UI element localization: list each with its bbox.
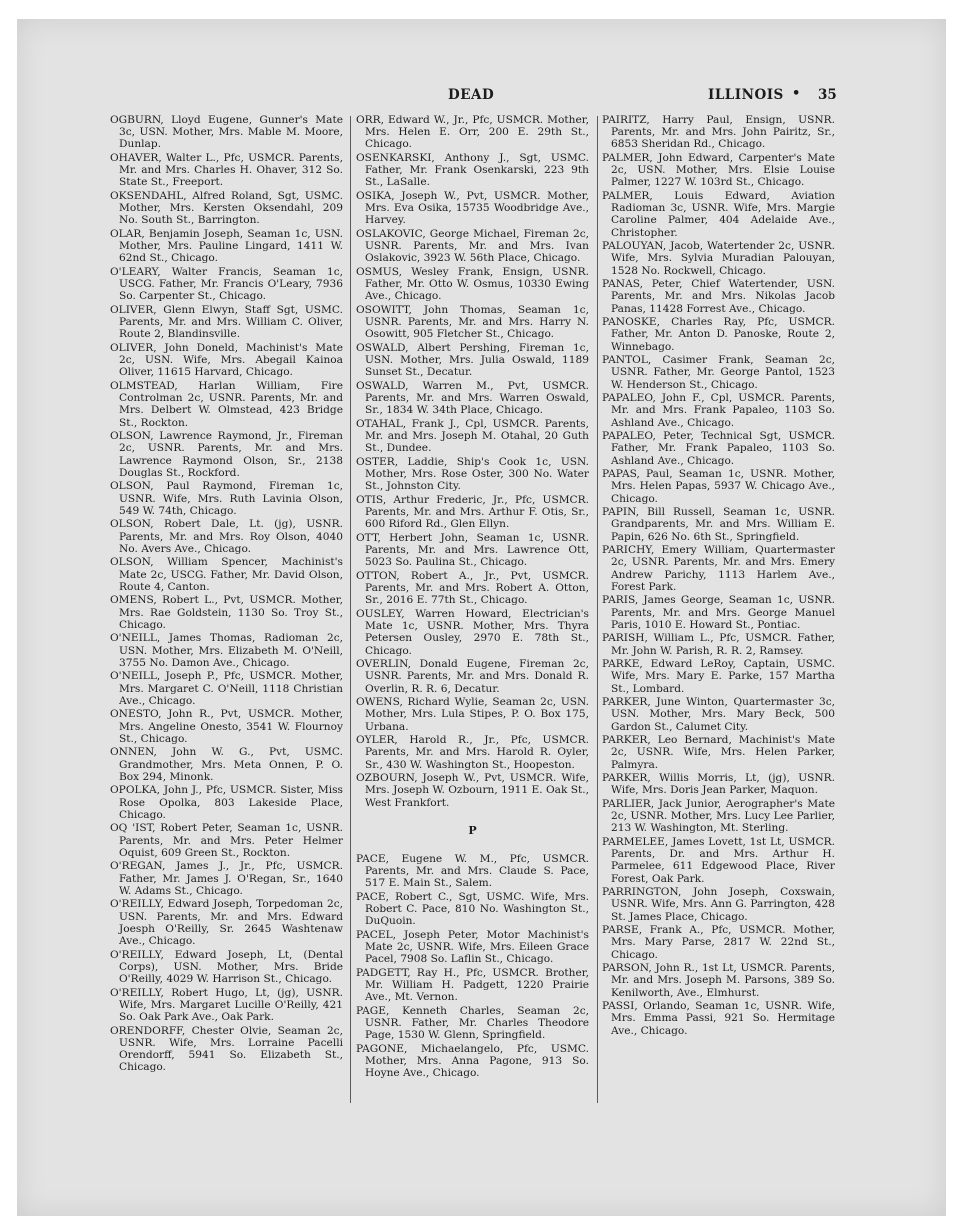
casualty-entry: OMENS, Robert L., Pvt, USMCR. Mother, Mrs. Rae Goldstein, 1130 So. Troy St., Chicago. xyxy=(110,594,343,631)
casualty-entry: OTAHAL, Frank J., Cpl, USMCR. Parents, Mr. and Mrs. Joseph M. Otahal, 20 Guth St., Dundee. xyxy=(356,418,589,455)
casualty-entry: PALOUYAN, Jacob, Watertender 2c, USNR. Wife, Mrs. Sylvia Muradian Palouyan, 1528 No. Rockwell, Chicago. xyxy=(602,240,835,277)
casualty-entry: PACE, Robert C., Sgt, USMC. Wife, Mrs. Robert C. Pace, 810 No. Washington St., DuQuoin. xyxy=(356,891,589,928)
casualty-entry: PANTOL, Casimer Frank, Seaman 2c, USNR. Father, Mr. George Pantol, 1523 W. Henderson St., Chicago. xyxy=(602,354,835,391)
casualty-entry: OGBURN, Lloyd Eugene, Gunner's Mate 3c, USN. Mother, Mrs. Mable M. Moore, Dunlap. xyxy=(110,114,343,151)
casualty-entry: OQ 'IST, Robert Peter, Seaman 1c, USNR. Parents, Mr. and Mrs. Peter Helmer Oquist, 609 Green St., Rockton. xyxy=(110,822,343,859)
casualty-entry: PASSI, Orlando, Seaman 1c, USNR. Wife, Mrs. Emma Passi, 921 So. Hermitage Ave., Chicago. xyxy=(602,1000,835,1037)
column-divider xyxy=(597,116,598,1103)
casualty-entry: O'REILLY, Edward Joseph, Torpedoman 2c, USN. Parents, Mr. and Mrs. Edward Joesph O'Reilly, Sr. 2645 Washtenaw Ave., Chicago. xyxy=(110,898,343,948)
casualty-entry: OLAR, Benjamin Joseph, Seaman 1c, USN. Mother, Mrs. Pauline Lingard, 1411 W. 62nd St., Chicago. xyxy=(110,228,343,265)
casualty-entry: OVERLIN, Donald Eugene, Fireman 2c, USNR. Parents, Mr. and Mrs. Donald R. Overlin, R. R. 6, Decatur. xyxy=(356,658,589,695)
casualty-entry: PAPAS, Paul, Seaman 1c, USNR. Mother, Mrs. Helen Papas, 5937 W. Chicago Ave., Chicago. xyxy=(602,468,835,505)
casualty-entry: OSMUS, Wesley Frank, Ensign, USNR. Father, Mr. Otto W. Osmus, 10330 Ewing Ave., Chicago. xyxy=(356,266,589,303)
column-2 xyxy=(356,114,589,1081)
casualty-entry: ORENDORFF, Chester Olvie, Seaman 2c, USNR. Wife, Mrs. Lorraine Pacelli Orendorff, 5941 So. Elizabeth St., Chicago. xyxy=(110,1024,343,1074)
casualty-entry: PANOSKE, Charles Ray, Pfc, USMCR. Father, Mr. Anton D. Panoske, Route 2, Winnebago. xyxy=(602,316,835,353)
casualty-entry: O'REGAN, James J., Jr., Pfc, USMCR. Father, Mr. James J. O'Regan, Sr., 1640 W. Adams St., Chicago. xyxy=(110,860,343,897)
casualty-entry: PAPALEO, John F., Cpl, USMCR. Parents, Mr. and Mrs. Frank Papaleo, 1103 So. Ashland Ave., Chicago. xyxy=(602,392,835,429)
casualty-entry: PARLIER, Jack Junior, Aerographer's Mate 2c, USNR. Mother, Mrs. Lucy Lee Parlier, 213 W. Washington, Mt. Sterling. xyxy=(602,798,835,835)
header-separator: • xyxy=(792,86,801,101)
casualty-entry: OLMSTEAD, Harlan William, Fire Controlman 2c, USNR. Parents, Mr. and Mrs. Delbert W. Olmstead, 423 Bridge St., Rockton. xyxy=(110,380,343,429)
document-page xyxy=(17,19,946,1216)
casualty-entry: PAGONE, Michaelangelo, Pfc, USMC. Mother, Mrs. Anna Pagone, 913 So. Hoyne Ave., Chicago. xyxy=(356,1043,589,1080)
casualty-entry: PARISH, William L., Pfc, USMCR. Father, Mr. John W. Parish, R. R. 2, Ramsey. xyxy=(602,632,835,657)
casualty-entry: OSLAKOVIC, George Michael, Fireman 2c, USNR. Parents, Mr. and Mrs. Ivan Oslakovic, 3923 W. 56th Place, Chicago. xyxy=(356,228,589,265)
casualty-entry: OSOWITT, John Thomas, Seaman 1c, USNR. Parents, Mr. and Mrs. Harry N. Osowitt, 905 Fletcher St., Chicago. xyxy=(356,304,589,341)
casualty-entry: PACEL, Joseph Peter, Motor Machinist's Mate 2c, USNR. Wife, Mrs. Eileen Grace Pacel, 7908 So. Laflin St., Chicago. xyxy=(356,929,589,966)
casualty-entry: OLSON, Robert Dale, Lt. (jg), USNR. Parents, Mr. and Mrs. Roy Olson, 4040 No. Avers Ave., Chicago. xyxy=(110,518,343,555)
casualty-entry: OKSENDAHL, Alfred Roland, Sgt, USMC. Mother, Mrs. Kersten Oksendahl, 209 No. South St., Barrington. xyxy=(110,190,343,227)
casualty-entry: PANAS, Peter, Chief Watertender, USN. Parents, Mr. and Mrs. Nikolas Jacob Panas, 11428 Forrest Ave., Chicago. xyxy=(602,278,835,315)
casualty-entry: OLIVER, Glenn Elwyn, Staff Sgt, USMC. Parents, Mr. and Mrs. William C. Oliver, Route 2, Blandinsville. xyxy=(110,304,343,341)
casualty-entry: OTIS, Arthur Frederic, Jr., Pfc, USMCR. Parents, Mr. and Mrs. Arthur F. Otis, Sr., 600 Riford Rd., Glen Ellyn. xyxy=(356,494,589,531)
casualty-entry: OWENS, Richard Wylie, Seaman 2c, USN. Mother, Mrs. Lula Stipes, P. O. Box 175, Urbana. xyxy=(356,696,589,733)
casualty-entry: OHAVER, Walter L., Pfc, USMCR. Parents, Mr. and Mrs. Charles H. Ohaver, 312 So. State St., Freeport. xyxy=(110,152,343,189)
header-title: DEAD xyxy=(448,87,495,103)
casualty-entry: PARKE, Edward LeRoy, Captain, USMC. Wife, Mrs. Mary E. Parke, 157 Martha St., Lombard. xyxy=(602,658,835,695)
section-letter: P xyxy=(468,823,477,837)
casualty-entry: OLSON, Lawrence Raymond, Jr., Fireman 2c, USNR. Parents, Mr. and Mrs. Lawrence Raymond Olson, Sr., 2138 Douglas St., Rockford. xyxy=(110,430,343,479)
casualty-entry: O'NEILL, James Thomas, Radioman 2c, USN. Mother, Mrs. Elizabeth M. O'Neill, 3755 No. Damon Ave., Chicago. xyxy=(110,632,343,669)
casualty-entry: PAIRITZ, Harry Paul, Ensign, USNR. Parents, Mr. and Mrs. John Pairitz, Sr., 6853 Sheridan Rd., Chicago. xyxy=(602,114,835,151)
casualty-entry: PARICHY, Emery William, Quartermaster 2c, USNR. Parents, Mr. and Mrs. Emery Andrew Parichy, 1113 Harlem Ave., Forest Park. xyxy=(602,544,835,593)
casualty-entry: OSIKA, Joseph W., Pvt, USMCR. Mother, Mrs. Eva Osika, 15735 Woodbridge Ave., Harvey. xyxy=(356,190,589,227)
page-header xyxy=(17,87,946,107)
casualty-entry: OLSON, William Spencer, Machinist's Mate 2c, USCG. Father, Mr. David Olson, Route 4, Canton. xyxy=(110,556,343,593)
casualty-entry: ONESTO, John R., Pvt, USMCR. Mother, Mrs. Angeline Onesto, 3541 W. Flournoy St., Chicago. xyxy=(110,708,343,745)
casualty-entry: PARSON, John R., 1st Lt, USMCR. Parents, Mr. and Mrs. Joseph M. Parsons, 389 So. Kenilworth, Ave., Elmhurst. xyxy=(602,962,835,999)
casualty-entry: O'REILLY, Robert Hugo, Lt, (jg), USNR. Wife, Mrs. Margaret Lucille O'Reilly, 421 So. Oak Park Ave., Oak Park. xyxy=(110,986,343,1024)
casualty-entry: O'NEILL, Joseph P., Pfc, USMCR. Mother, Mrs. Margaret C. O'Neill, 1118 Christian Ave., Chicago. xyxy=(110,670,343,707)
casualty-entry: OSWALD, Albert Pershing, Fireman 1c, USN. Mother, Mrs. Julia Oswald, 1189 Sunset St., Decatur. xyxy=(356,342,589,379)
casualty-entry: PARKER, June Winton, Quartermaster 3c, USN. Mother, Mrs. Mary Beck, 500 Gardon St., Calumet City. xyxy=(602,696,835,733)
casualty-entry: PARMELEE, James Lovett, 1st Lt, USMCR. Parents, Dr. and Mrs. Arthur H. Parmelee, 611 Edgewood Place, River Forest, Oak Park. xyxy=(602,836,835,885)
casualty-entry: PAPIN, Bill Russell, Seaman 1c, USNR. Grandparents, Mr. and Mrs. William E. Papin, 626 No. 6th St., Springfield. xyxy=(602,506,835,543)
casualty-entry: PADGETT, Ray H., Pfc, USMCR. Brother, Mr. William H. Padgett, 1220 Prairie Ave., Mt. Vernon. xyxy=(356,967,589,1004)
casualty-entry: PARSE, Frank A., Pfc, USMCR. Mother, Mrs. Mary Parse, 2817 W. 22nd St., Chicago. xyxy=(602,924,835,961)
casualty-entry: PACE, Eugene W. M., Pfc, USMCR. Parents, Mr. and Mrs. Claude S. Pace, 517 E. Main St., Salem. xyxy=(356,853,589,890)
column-divider xyxy=(350,116,351,1103)
casualty-entry: PARKER, Leo Bernard, Machinist's Mate 2c, USNR. Wife, Mrs. Helen Parker, Palmyra. xyxy=(602,734,835,771)
casualty-entry: PARKER, Willis Morris, Lt, (jg), USNR. Wife, Mrs. Doris Jean Parker, Maquon. xyxy=(602,772,835,797)
casualty-entry: PAPALEO, Peter, Technical Sgt, USMCR. Father, Mr. Frank Papaleo, 1103 So. Ashland Ave., Chicago. xyxy=(602,430,835,467)
casualty-entry: OSWALD, Warren M., Pvt, USMCR. Parents, Mr. and Mrs. Warren Oswald, Sr., 1834 W. 34th Place, Chicago. xyxy=(356,380,589,417)
casualty-entry: PAGE, Kenneth Charles, Seaman 2c, USNR. Father, Mr. Charles Theodore Page, 1530 W. Glenn, Springfield. xyxy=(356,1005,589,1042)
casualty-entry: ORR, Edward W., Jr., Pfc, USMCR. Mother, Mrs. Helen E. Orr, 200 E. 29th St., Chicago. xyxy=(356,114,589,151)
casualty-entry: PARRINGTON, John Joseph, Coxswain, USNR. Wife, Mrs. Ann G. Parrington, 428 St. James Place, Chicago. xyxy=(602,886,835,923)
casualty-entry: OYLER, Harold R., Jr., Pfc, USMCR. Parents, Mr. and Mrs. Harold R. Oyler, Sr., 430 W. Washington St., Hoopeston. xyxy=(356,734,589,771)
casualty-entry: PALMER, Louis Edward, Aviation Radioman 3c, USNR. Wife, Mrs. Margie Caroline Palmer, 404 Adelaide Ave., Christopher. xyxy=(602,190,835,239)
casualty-entry: OTTON, Robert A., Jr., Pvt, USMCR. Parents, Mr. and Mrs. Robert A. Otton, Sr., 2016 E. 77th St., Chicago. xyxy=(356,570,589,607)
casualty-entry: O'REILLY, Edward Joseph, Lt, (Dental Corps), USN. Mother, Mrs. Bride O'Reilly, 4029 W. Harrison St., Chicago. xyxy=(110,948,343,986)
casualty-entry: OPOLKA, John J., Pfc, USMCR. Sister, Miss Rose Opolka, 803 Lakeside Place, Chicago. xyxy=(110,784,343,821)
casualty-entry: O'LEARY, Walter Francis, Seaman 1c, USCG. Father, Mr. Francis O'Leary, 7936 So. Carpenter St., Chicago. xyxy=(110,266,343,303)
casualty-entry: OLSON, Paul Raymond, Fireman 1c, USNR. Wife, Mrs. Ruth Lavinia Olson, 549 W. 74th, Chicago. xyxy=(110,480,343,517)
casualty-entry: PALMER, John Edward, Carpenter's Mate 2c, USN. Mother, Mrs. Elsie Louise Palmer, 1227 W. 103rd St., Chicago. xyxy=(602,152,835,189)
column-1 xyxy=(110,114,343,1075)
casualty-entry: PARIS, James George, Seaman 1c, USNR. Parents, Mr. and Mrs. George Manuel Paris, 1010 E. Howard St., Pontiac. xyxy=(602,594,835,631)
casualty-entry: OLIVER, John Doneld, Machinist's Mate 2c, USN. Wife, Mrs. Abegail Kainoa Oliver, 11615 Harvard, Chicago. xyxy=(110,342,343,379)
column-3 xyxy=(602,114,835,1038)
page-number: 35 xyxy=(818,87,837,103)
casualty-entry: OTT, Herbert John, Seaman 1c, USNR. Parents, Mr. and Mrs. Lawrence Ott, 5023 So. Paulina St., Chicago. xyxy=(356,532,589,569)
header-state: ILLINOIS xyxy=(708,87,784,103)
casualty-entry: ONNEN, John W. G., Pvt, USMC. Grandmother, Mrs. Meta Onnen, P. O. Box 294, Minonk. xyxy=(110,746,343,783)
casualty-entry: OSTER, Laddie, Ship's Cook 1c, USN. Mother, Mrs. Rose Oster, 300 No. Water St., Johnston City. xyxy=(356,456,589,493)
casualty-entry: OSENKARSKI, Anthony J., Sgt, USMC. Father, Mr. Frank Osenkarski, 223 9th St., LaSalle. xyxy=(356,152,589,189)
casualty-entry: OUSLEY, Warren Howard, Electrician's Mate 1c, USNR. Mother, Mrs. Thyra Petersen Ousley, 2970 E. 78th St., Chicago. xyxy=(356,608,589,657)
casualty-entry: OZBOURN, Joseph W., Pvt, USMCR. Wife, Mrs. Joseph W. Ozbourn, 1911 E. Oak St., West Frankfort. xyxy=(356,772,589,809)
